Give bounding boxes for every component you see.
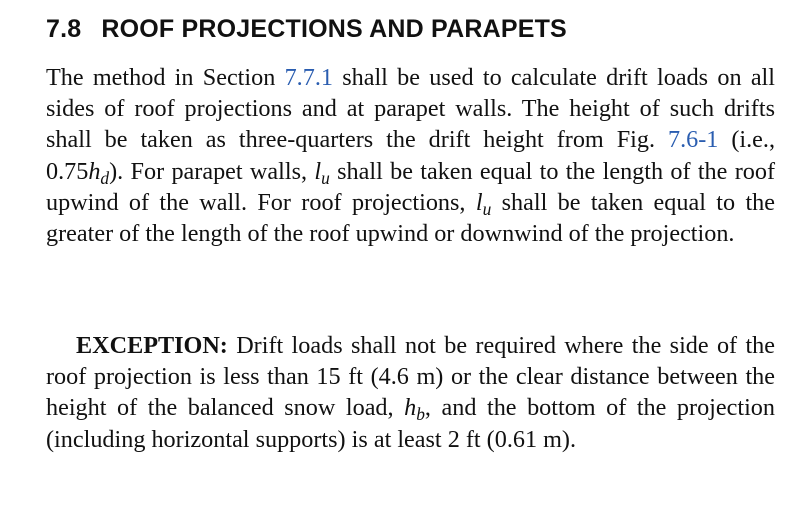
exception-label: EXCEPTION: (76, 332, 228, 359)
text-run: shall be taken equal to the length of the roof upwind of the wall. For roof projections, (46, 157, 775, 216)
section-title: ROOF PROJECTIONS AND PARAPETS (101, 15, 567, 43)
section-heading (46, 12, 567, 46)
upwind-length-symbol: $l_u$ (314, 157, 330, 188)
figure-7-6-1-link[interactable]: 7.6-1 (668, 126, 719, 154)
balanced-snow-height-symbol: $h_b$ (404, 394, 425, 425)
text-run: The method in Section (46, 64, 285, 91)
section-7-7-1-link[interactable]: 7.7.1 (284, 64, 333, 91)
drift-height-symbol: $h_d$ (88, 157, 110, 188)
text-run: ). For parapet walls, (109, 157, 315, 185)
paragraph-drift-method (46, 62, 775, 249)
upwind-length-symbol: $l_u$ (475, 188, 492, 219)
section-number: 7.8 (46, 15, 82, 43)
text-run: Drift loads shall not be required where the side of the roof projection is less than 15 ft (4.6 m) or the clear distance between the height of the balanced snow load, (46, 332, 775, 422)
text-run: , and the bottom of the projection (including horizontal supports) is at least 2 ft (0.61 m). (46, 394, 775, 453)
text-run: shall be taken equal to the greater of the length of the roof upwind or downwind of the projection. (46, 188, 775, 248)
text-run: shall be used to calculate drift loads on all sides of roof projections and at parapet walls. The height of such drifts shall be taken as three-quarters the drift height from Fig. (46, 64, 775, 154)
text-run: (i.e., 0.75 (46, 126, 776, 185)
paragraph-exception (46, 330, 775, 455)
